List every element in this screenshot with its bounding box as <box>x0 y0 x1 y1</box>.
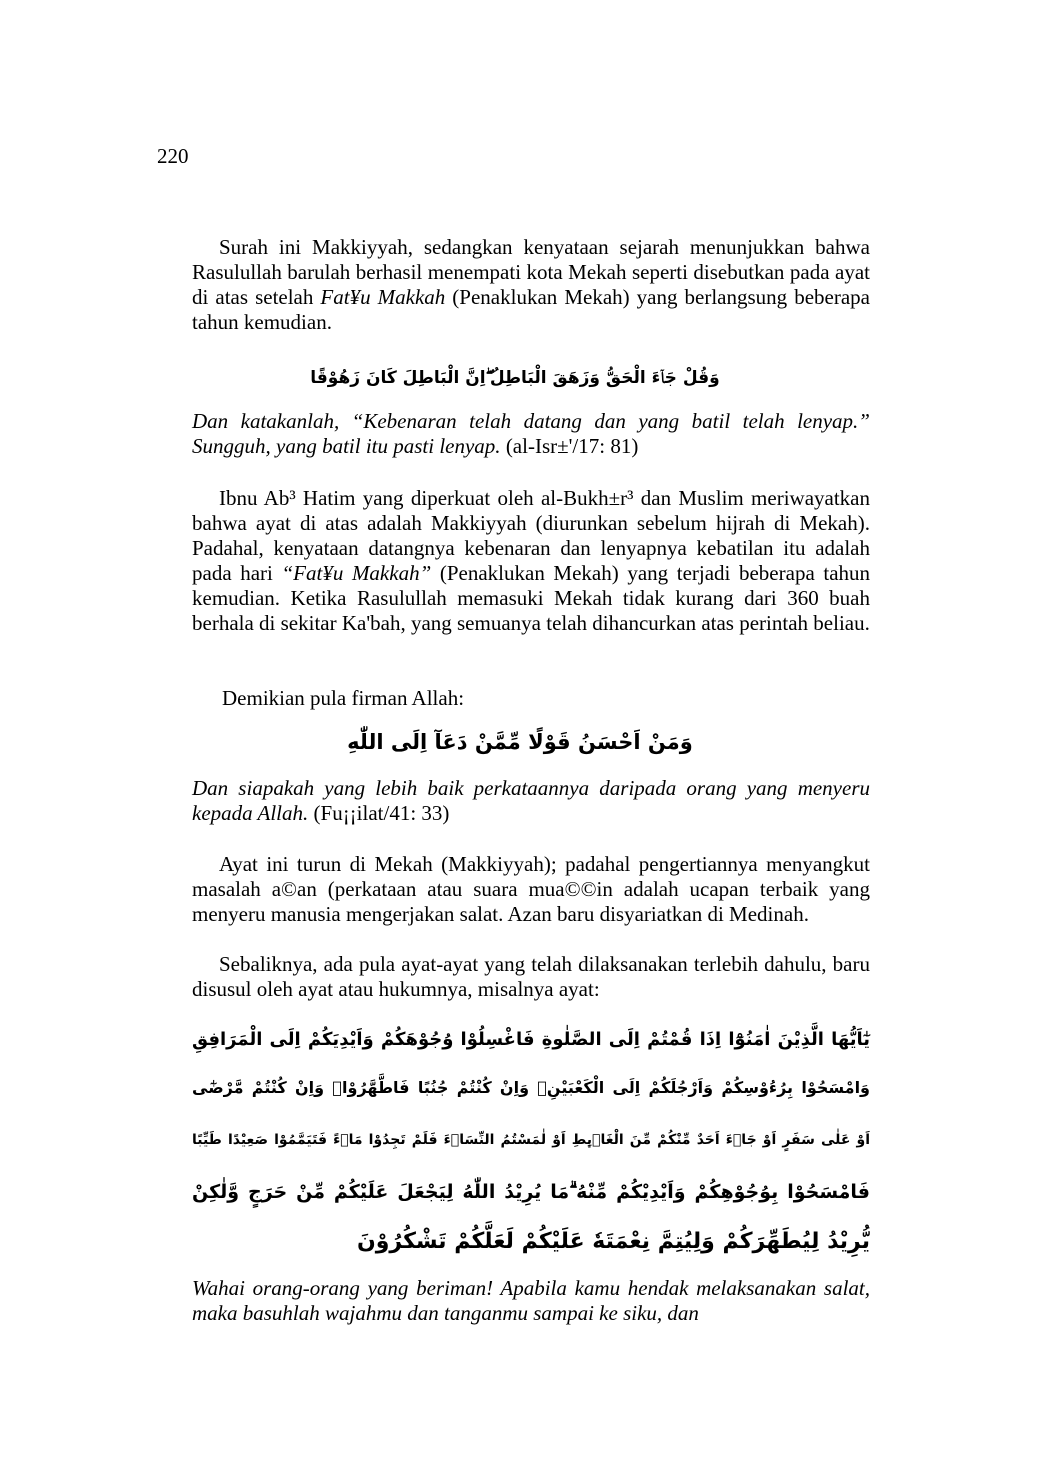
verse3-translation: Wahai orang-orang yang beriman! Apabila kamu hendak melaksanakan salat, maka basuhlah wajahmu dan tanganmu sampai ke siku, dan <box>192 1276 870 1325</box>
verse1-arabic: وَقُلْ جَاۤءَ الْحَقُّ وَزَهَقَ الْبَاطِلُ ۖاِنَّ الْبَاطِلَ كَانَ زَهُوْقًا <box>310 368 720 388</box>
para1-text-end: (Penaklukan Mekah) yang berlangsung beberapa tahun kemudian. <box>192 285 870 334</box>
para1-emphasis: Fat¥u Makkah <box>320 285 446 309</box>
para2-emphasis: “Fat¥u Makkah” <box>281 561 432 585</box>
paragraph-sebaliknya: Sebaliknya, ada pula ayat-ayat yang telah dilaksanakan terlebih dahulu, baru disusul oleh ayat atau hukumnya, misalnya ayat: <box>192 952 870 1001</box>
verse1-translation-block <box>192 409 870 459</box>
intro-firman-allah: Demikian pula firman Allah: <box>222 686 465 710</box>
verse2-reference: (Fu¡¡ilat/41: 33) <box>308 801 450 825</box>
verse1-translation: Dan katakanlah, “Kebenaran telah datang dan yang batil telah lenyap.” Sungguh, yang batil itu pasti lenyap. <box>192 409 870 458</box>
paragraph-azan: Ayat ini turun di Mekah (Makkiyyah); padahal pengertiannya menyangkut masalah a©an (perkataan atau suara mua©©in adalah ucapan terbaik yang menyeru manusia mengerjakan salat. Azan baru disyariatkan di Medinah. <box>192 852 870 926</box>
verse3-arabic-line-3: اَوْ عَلٰى سَفَرٍ اَوْ جَاۤءَ اَحَدٌ مِّنْكُمْ مِّنَ الْغَاۤىِٕطِ اَوْ لٰمَسْتُمُ النِّسَاۤءَ فَلَمْ تَجِدُوْا مَاۤءً فَتَيَمَّمُوْا صَعِيْدًا طَيِّبًا <box>192 1132 870 1148</box>
paragraph-ibnu-abi-hatim <box>192 486 870 636</box>
page-number: 220 <box>157 144 189 168</box>
verse3-arabic-line-5: يُّرِيْدُ لِيُطَهِّرَكُمْ وَلِيُتِمَّ نِعْمَتَهٗ عَلَيْكُمْ لَعَلَّكُمْ تَشْكُرُوْنَ <box>356 1229 870 1254</box>
verse3-arabic-line-1: يٰٓاَيُّهَا الَّذِيْنَ اٰمَنُوْٓا اِذَا قُمْتُمْ اِلَى الصَّلٰوةِ فَاغْسِلُوْا وُجُوْهَكُمْ وَاَيْدِيَكُمْ اِلَى الْمَرَافِقِ <box>192 1029 870 1050</box>
verse3-arabic-line-2: وَامْسَحُوْا بِرُءُوْسِكُمْ وَاَرْجُلَكُمْ اِلَى الْكَعْبَيْنِۗ وَاِنْ كُنْتُمْ جُنُبًا فَاطَّهَّرُوْاۗ وَاِنْ كُنْتُمْ مَّرْضٰٓى <box>192 1078 870 1097</box>
para1-text: Surah ini Makkiyyah, sedangkan kenyataan sejarah menunjukkan bahwa Rasulullah barulah berhasil menempati kota Mekah seperti disebutkan pada ayat di atas setelah <box>192 235 870 309</box>
verse3-arabic-line-4: فَامْسَحُوْا بِوُجُوْهِكُمْ وَاَيْدِيْكُمْ مِّنْهُ ۗمَا يُرِيْدُ اللّٰهُ لِيَجْعَلَ عَلَيْكُمْ مِّنْ حَرَجٍ وَّلٰكِنْ <box>192 1181 870 1203</box>
paragraph-surah-makkiyyah <box>192 235 870 335</box>
verse1-reference: (al-Isr±'/17: 81) <box>500 434 639 458</box>
verse2-arabic: وَمَنْ اَحْسَنُ قَوْلًا مِّمَّنْ دَعَآ اِلَى اللّٰهِ <box>347 730 693 754</box>
verse2-translation: Dan siapakah yang lebih baik perkataannya daripada orang yang menyeru kepada Allah. <box>192 776 870 825</box>
para2-text: Ibnu Ab³ Hatim yang diperkuat oleh al-Bukh±r³ dan Muslim meriwayatkan bahwa ayat di atas adalah Makkiyyah (diurunkan sebelum hijrah di Mekah). Padahal, kenyataan datangnya kebenaran dan lenyapnya kebatilan itu adalah pada hari <box>192 486 870 585</box>
para2-text-end: (Penaklukan Mekah) yang terjadi beberapa tahun kemudian. Ketika Rasulullah memasuki Mekah tidak kurang dari 360 buah berhala di sekitar Ka'bah, yang semuanya telah dihancurkan atas perintah beliau. <box>192 561 871 635</box>
verse2-translation-block <box>192 776 870 826</box>
